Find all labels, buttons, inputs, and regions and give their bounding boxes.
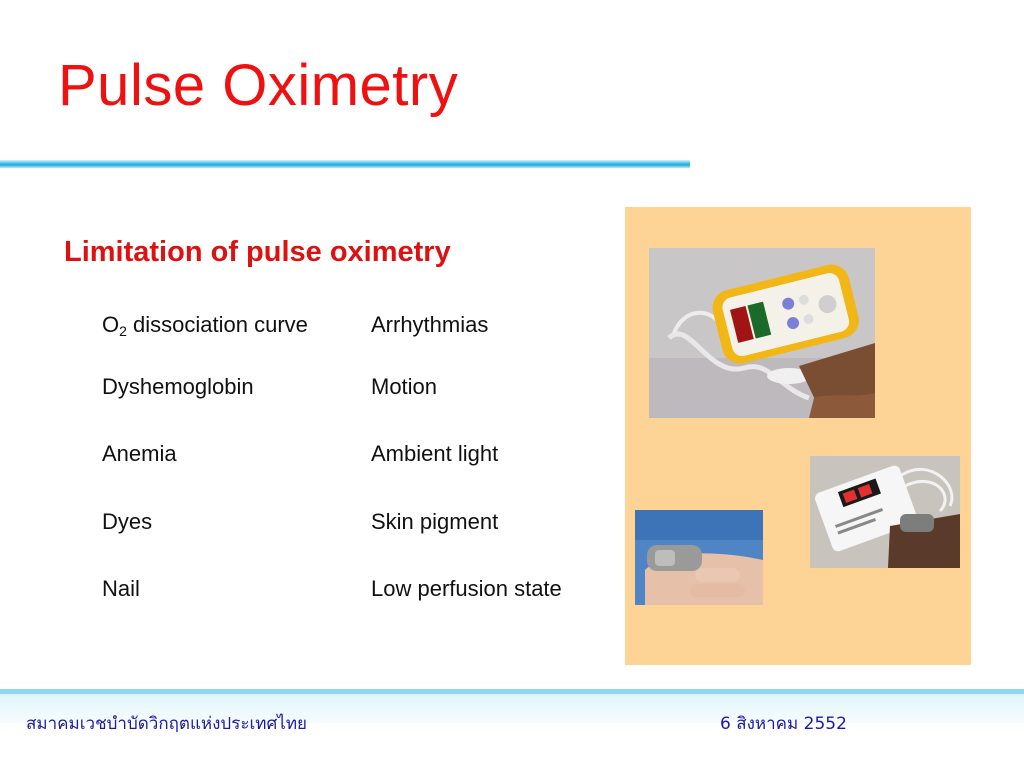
limitation-o2-subscript: 2 (119, 323, 127, 339)
handheld-oximeter-photo (649, 248, 875, 418)
limitation-ambient-light: Ambient light (371, 441, 499, 466)
limitation-o2-rest: dissociation curve (126, 312, 308, 337)
limitation-motion: Motion (371, 374, 438, 399)
limitation-skin-pigment: Skin pigment (371, 509, 499, 534)
limitation-anemia: Anemia (102, 441, 177, 466)
limitation-low-perfusion: Low perfusion state (371, 576, 562, 601)
limitation-o2-dissociation (102, 312, 308, 338)
limitation-arrhythmias: Arrhythmias (371, 312, 489, 337)
limitation-dyshemoglobin: Dyshemoglobin (102, 374, 254, 399)
footer-rule (0, 689, 1024, 694)
limitation-nail: Nail (102, 576, 140, 601)
footer-date: 6 สิงหาคม 2552 (720, 714, 847, 734)
footer-organization: สมาคมเวชบำบัดวิกฤตแห่งประเทศไทย (26, 714, 307, 734)
tabletop-oximeter-photo (810, 456, 960, 568)
limitation-o2-main: O (102, 312, 120, 337)
slide-title: Pulse Oximetry (58, 53, 459, 118)
finger-probe-photo (635, 510, 763, 605)
section-heading: Limitation of pulse oximetry (64, 236, 451, 268)
limitation-dyes: Dyes (102, 509, 153, 534)
title-underline (0, 160, 690, 168)
